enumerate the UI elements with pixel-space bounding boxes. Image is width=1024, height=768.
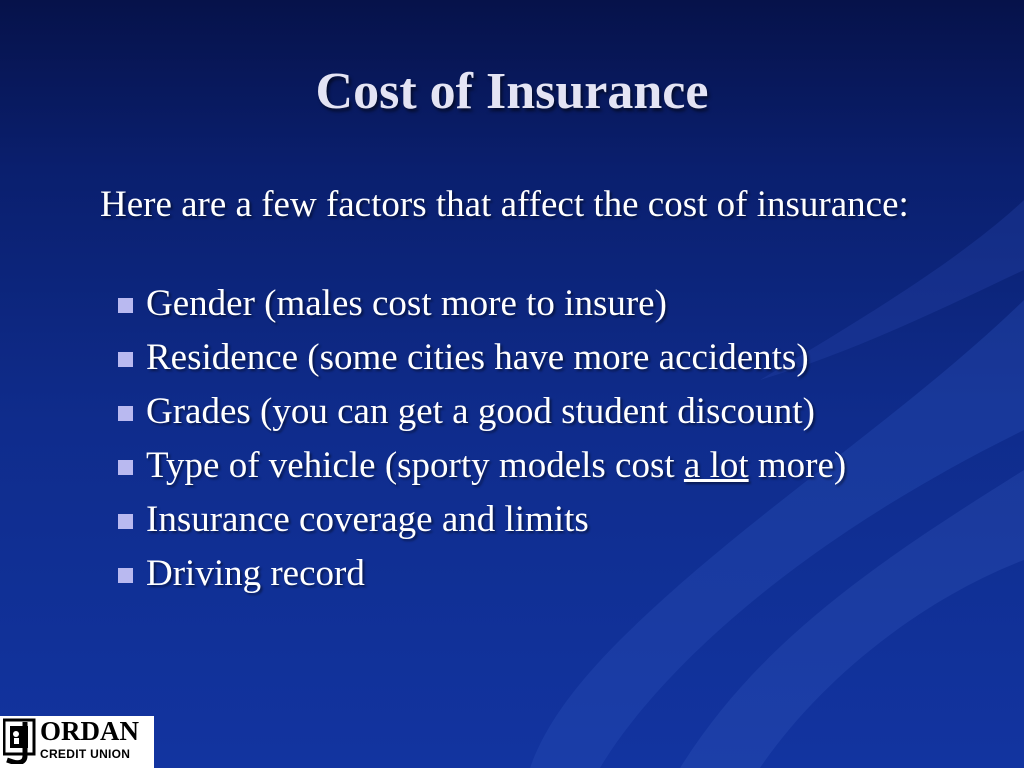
square-bullet-icon: [118, 460, 133, 475]
logo-subtitle: CREDIT UNION: [40, 747, 131, 761]
square-bullet-icon: [118, 352, 133, 367]
list-item: [118, 444, 938, 488]
square-bullet-icon: [118, 514, 133, 529]
logo-name: ORDAN: [40, 716, 139, 746]
list-item-text-end: more): [748, 445, 847, 486]
list-item-text: Insurance coverage and limits: [146, 499, 589, 540]
intro-text: Here are a few factors that affect the cost of insurance:: [100, 184, 909, 225]
list-item-text: Grades (you can get a good student discount): [146, 391, 815, 432]
list-item-text: Gender (males cost more to insure): [146, 283, 667, 324]
list-item-text: Driving record: [146, 553, 365, 594]
slide-title: Cost of Insurance: [315, 63, 709, 120]
square-bullet-icon: [118, 568, 133, 583]
list-item-text-start: Type of vehicle (sporty models cost: [146, 445, 684, 486]
square-bullet-icon: [118, 406, 133, 421]
list-item: [118, 498, 938, 542]
list-item-emphasis: a lot: [683, 445, 749, 486]
list-item: [118, 552, 938, 596]
jordan-credit-union-logo-icon: [3, 718, 39, 764]
square-bullet-icon: [118, 298, 133, 313]
list-item: [118, 336, 938, 380]
list-item: [118, 282, 938, 326]
list-item: [118, 390, 938, 434]
list-item-text: Residence (some cities have more accidents): [146, 337, 809, 378]
credit-union-logo: [0, 716, 154, 768]
factor-list: [118, 282, 938, 606]
